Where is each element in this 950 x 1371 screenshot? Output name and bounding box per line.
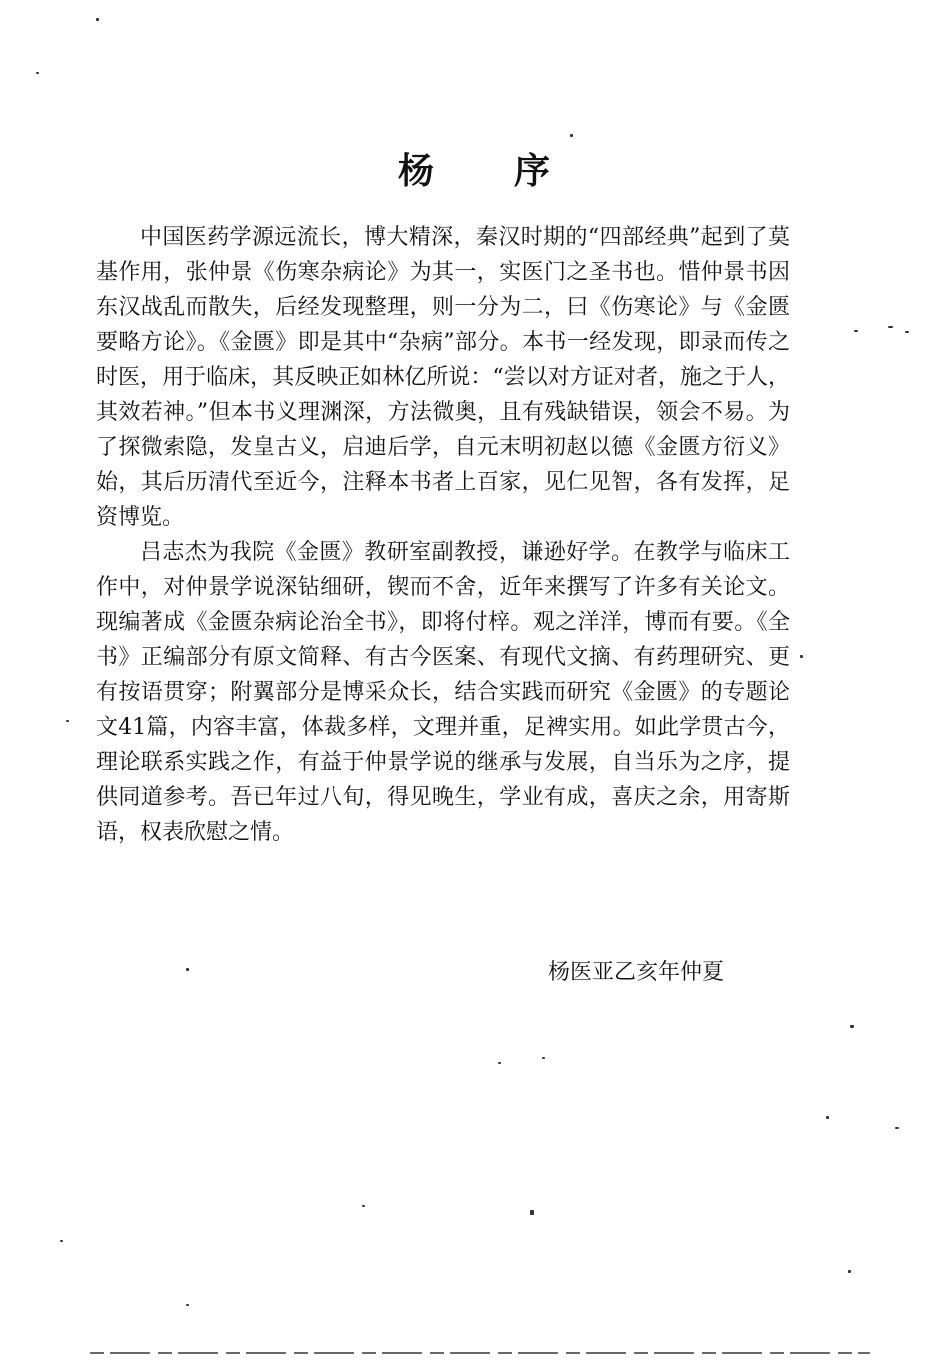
scan-speck bbox=[498, 1062, 501, 1064]
scan-bottom-edge bbox=[90, 1352, 870, 1354]
scan-speck bbox=[905, 331, 909, 333]
scan-speck bbox=[36, 72, 39, 74]
scan-speck bbox=[362, 1205, 365, 1207]
scan-speck bbox=[848, 1270, 851, 1273]
scan-speck bbox=[96, 18, 99, 21]
scan-speck bbox=[888, 326, 893, 328]
scan-speck bbox=[60, 1240, 63, 1242]
title-char-surname: 杨 bbox=[397, 150, 436, 192]
paragraph-2: 吕志杰为我院《金匮》教研室副教授，谦逊好学。在教学与临床工作中，对仲景学说深钻细研，锲而不舍，近年来撰写了许多有关论文。现编著成《金匮杂病论治全书》，即将付梓。观之洋洋，博而有要。《全书》正编部分有原文简释、有古今医案、有现代文摘、有药理研究、更有按语贯穿；附翼部分是博采众长，结合实践而研究《金匮》的专题论文41篇，内容丰富，体裁多样，文理并重，足裨实用。如此学贯古今，理论联系实践之作，有益于仲景学说的继承与发展，自当乐为之序，提供同道参考。吾已年过八旬，得见晚生，学业有成，喜庆之余，用寄斯语，权表欣慰之情。 bbox=[96, 540, 790, 845]
scan-speck bbox=[854, 330, 858, 332]
scan-speck bbox=[186, 1304, 189, 1306]
scan-speck bbox=[826, 1116, 829, 1119]
title-char-preface: 序 bbox=[514, 150, 553, 192]
paragraph-1: 中国医药学源远流长，博大精深，秦汉时期的“四部经典”起到了莫基作用，张仲景《伤寒杂病论》为其一，实医门之圣书也。惜仲景书因东汉战乱而散失，后经发现整理，则一分为二，曰《伤寒论》与《金匮要略方论》。《金匮》即是其中“杂病”部分。本书一经发现，即录而传之时医，用于临床，其反映正如林亿所说：“尝以对方证对者，施之于人，其效若神。”但本书义理渊深，方法微奥，且有残缺错误，领会不易。为了探微索隐，发皇古义，启迪后学，自元末明初赵以德《金匮方衍义》始，其后历清代至近今，注释本书者上百家，见仁见智，各有发挥，足资博览。 bbox=[96, 225, 790, 530]
scan-speck bbox=[570, 134, 573, 137]
scan-speck bbox=[800, 655, 803, 658]
scan-speck bbox=[542, 1057, 545, 1059]
scan-speck bbox=[66, 720, 69, 722]
signature: 杨医亚乙亥年仲夏 bbox=[548, 960, 725, 985]
page-title bbox=[0, 146, 950, 196]
preface-body bbox=[96, 220, 790, 850]
scan-speck bbox=[530, 1210, 534, 1215]
scan-speck bbox=[895, 1127, 899, 1129]
scan-speck bbox=[850, 1025, 854, 1028]
scan-speck bbox=[186, 968, 189, 971]
